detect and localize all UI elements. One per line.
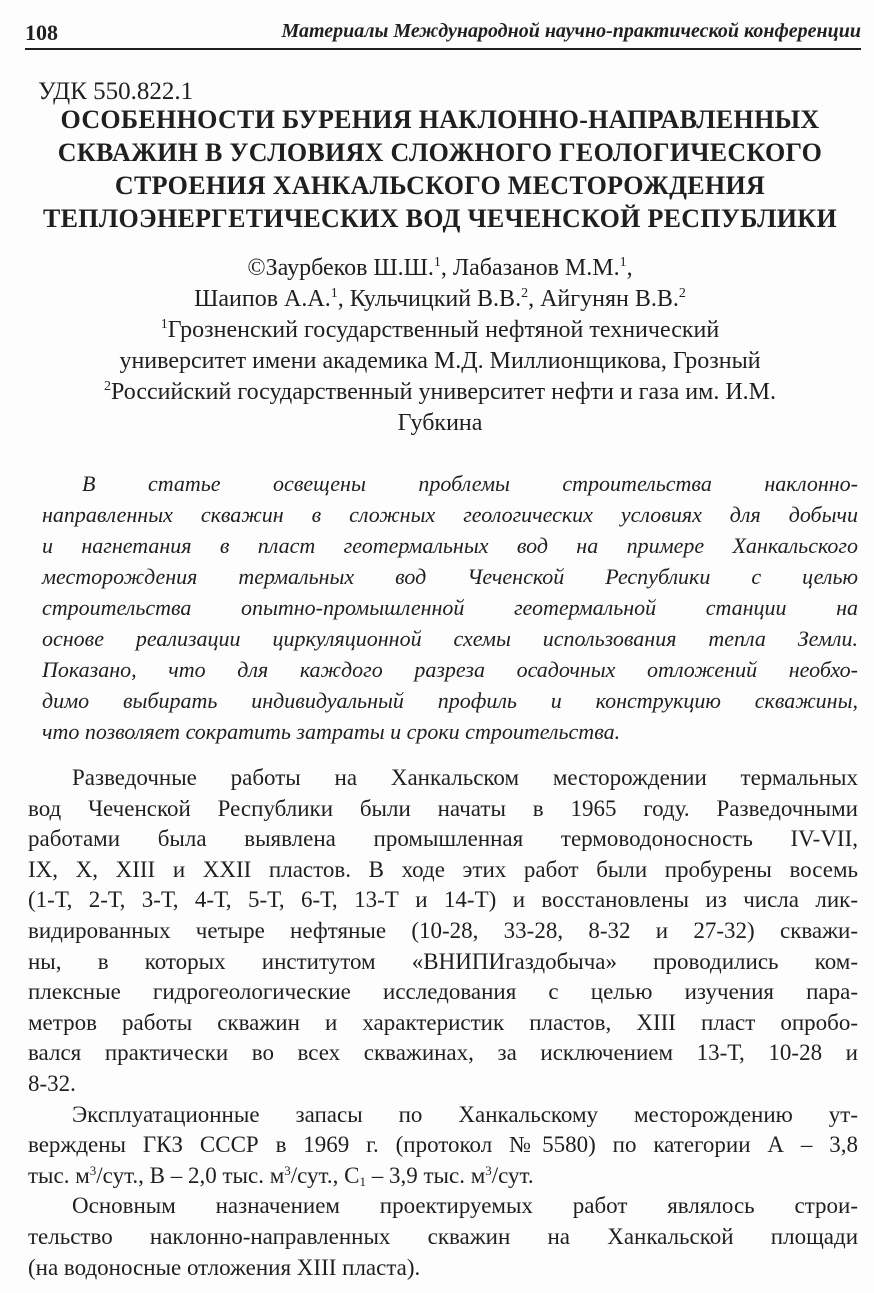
abstract-line: направленных скважин в сложных геологических условиях для добычи xyxy=(42,502,858,527)
body-text xyxy=(28,763,858,1283)
abstract-line: В статье освещены проблемы строительства наклонно- xyxy=(82,471,858,496)
text-fragment: /сут., С xyxy=(290,1162,360,1188)
title-line: ОСОБЕННОСТИ БУРЕНИЯ НАКЛОННО-НАПРАВЛЕННЫХ xyxy=(60,105,820,134)
text-fragment: /сут., В – 2,0 тыс. м xyxy=(96,1162,285,1188)
affiliation-mark: 1 xyxy=(619,255,627,270)
abstract-line: и нагнетания в пласт геотермальных вод на примере Ханкальского xyxy=(42,533,858,558)
paragraph-1 xyxy=(28,763,858,1100)
text-fragment: – 3,9 тыс. м xyxy=(365,1162,486,1188)
text-line: тельство наклонно-направленных скважин на Ханкальской площади xyxy=(28,1223,858,1249)
udc-code: УДК 550.822.1 xyxy=(38,78,194,105)
title-line: СКВАЖИН В УСЛОВИЯХ СЛОЖНОГО ГЕОЛОГИЧЕСКОГО xyxy=(57,138,823,167)
superscript: 3 xyxy=(284,1162,291,1178)
text-line: вод Чеченской Республики были начаты в 1965 году. Разведочными xyxy=(28,795,858,821)
affiliation-2 xyxy=(20,377,860,408)
abstract-line: димо выбирать индивидуальный профиль и конструкцию скважины, xyxy=(42,688,858,713)
affiliation-mark: 2 xyxy=(678,286,686,301)
abstract-line: месторождения термальных вод Чеченской Республики с целью xyxy=(42,564,858,589)
abstract xyxy=(42,468,858,747)
text-fragment: /сут. xyxy=(491,1162,534,1188)
affiliation-mark: 2 xyxy=(521,286,529,301)
author-name: Шаипов А.А. xyxy=(194,286,331,312)
affiliation-mark: 1 xyxy=(433,255,441,270)
journal-title: Материалы Международной научно-практической конференции xyxy=(281,20,861,42)
abstract-line: основе реализации циркуляционной схемы использования тепла Земли. xyxy=(42,626,858,651)
superscript: 3 xyxy=(485,1162,492,1178)
text-line: (на водоносные отложения XIII пласта). xyxy=(28,1254,421,1280)
affiliation-mark: 1 xyxy=(160,317,168,332)
abstract-line: что позволяет сократить затраты и сроки строительства. xyxy=(42,719,621,744)
authors-line-2 xyxy=(20,284,860,315)
paragraph-3 xyxy=(28,1191,858,1283)
affiliation-mark: 1 xyxy=(330,286,338,301)
text-line: Эксплуатационные запасы по Ханкальскому месторождению ут- xyxy=(72,1101,858,1127)
title-line: СТРОЕНИЯ ХАНКАЛЬСКОГО МЕСТОРОЖДЕНИЯ xyxy=(114,171,766,200)
text-line: (1-Т, 2-Т, 3-Т, 4-Т, 5-Т, 6-Т, 13-Т и 14-Т) и восстановлены из числа лик- xyxy=(28,887,858,913)
affiliation-2-cont: Губкина xyxy=(397,410,483,436)
text-line: ны, в которых институтом «ВНИПИгаздобыча» проводились ком- xyxy=(28,948,858,974)
abstract-line: строительства опытно-промышленной геотермальной станции на xyxy=(42,595,858,620)
text-line: вался практически во всех скважинах, за исключением 13-Т, 10-28 и xyxy=(28,1040,858,1066)
author-name: ©Заурбеков Ш.Ш. xyxy=(247,255,434,281)
text-line: метров работы скважин и характеристик пластов, XIII пласт опробо- xyxy=(28,1009,858,1035)
abstract-line: Показано, что для каждого разреза осадочных отложений необхо- xyxy=(42,657,858,682)
affiliation-1-cont: университет имени академика М.Д. Миллионщикова, Грозный xyxy=(119,348,761,374)
affiliation-1 xyxy=(20,315,860,346)
text-line: Основным назначением проектируемых работ являлось строи- xyxy=(72,1193,858,1219)
text-line: Разведочные работы на Ханкальском месторождении термальных xyxy=(72,765,858,790)
text-line: 8-32. xyxy=(28,1070,76,1096)
affiliation-text: Российский государственный университет нефти и газа им. И.М. xyxy=(110,379,776,405)
text-fragment: тыс. м xyxy=(28,1162,90,1188)
article-title xyxy=(20,103,860,235)
authors-block xyxy=(20,253,860,439)
text-line: работами была выявлена промышленная термоводоносность IV-VII, xyxy=(28,826,858,852)
author-name: , Айгунян В.В. xyxy=(528,286,679,312)
affiliation-text: Грозненский государственный нефтяной технический xyxy=(167,317,720,343)
superscript: 3 xyxy=(89,1162,97,1178)
affiliation-mark: 2 xyxy=(103,379,111,394)
paragraph-2 xyxy=(28,1100,858,1192)
authors-line-1 xyxy=(20,253,860,284)
author-name: , Кульчицкий В.В. xyxy=(337,286,522,312)
text-line: верждены ГКЗ СССР в 1969 г. (протокол №5580) по категории А – 3,8 xyxy=(28,1132,858,1158)
text-line: видированных четыре нефтяные (10-28, 33-28, 8-32 и 27-32) скважи- xyxy=(28,917,858,943)
text-line-reserves xyxy=(28,1161,858,1192)
text-line: плексные гидрогеологические исследования с целью изучения пара- xyxy=(28,979,858,1005)
subscript: 1 xyxy=(359,1173,366,1189)
author-name: , Лабазанов М.М. xyxy=(440,255,620,281)
title-line: ТЕПЛОЭНЕРГЕТИЧЕСКИХ ВОД ЧЕЧЕНСКОЙ РЕСПУБЛИКИ xyxy=(43,204,837,233)
running-header xyxy=(25,16,861,50)
text-line: IX, X, XIII и XXII пластов. В ходе этих работ были пробурены восемь xyxy=(28,856,858,882)
separator: , xyxy=(626,255,633,281)
page-number: 108 xyxy=(25,20,58,45)
